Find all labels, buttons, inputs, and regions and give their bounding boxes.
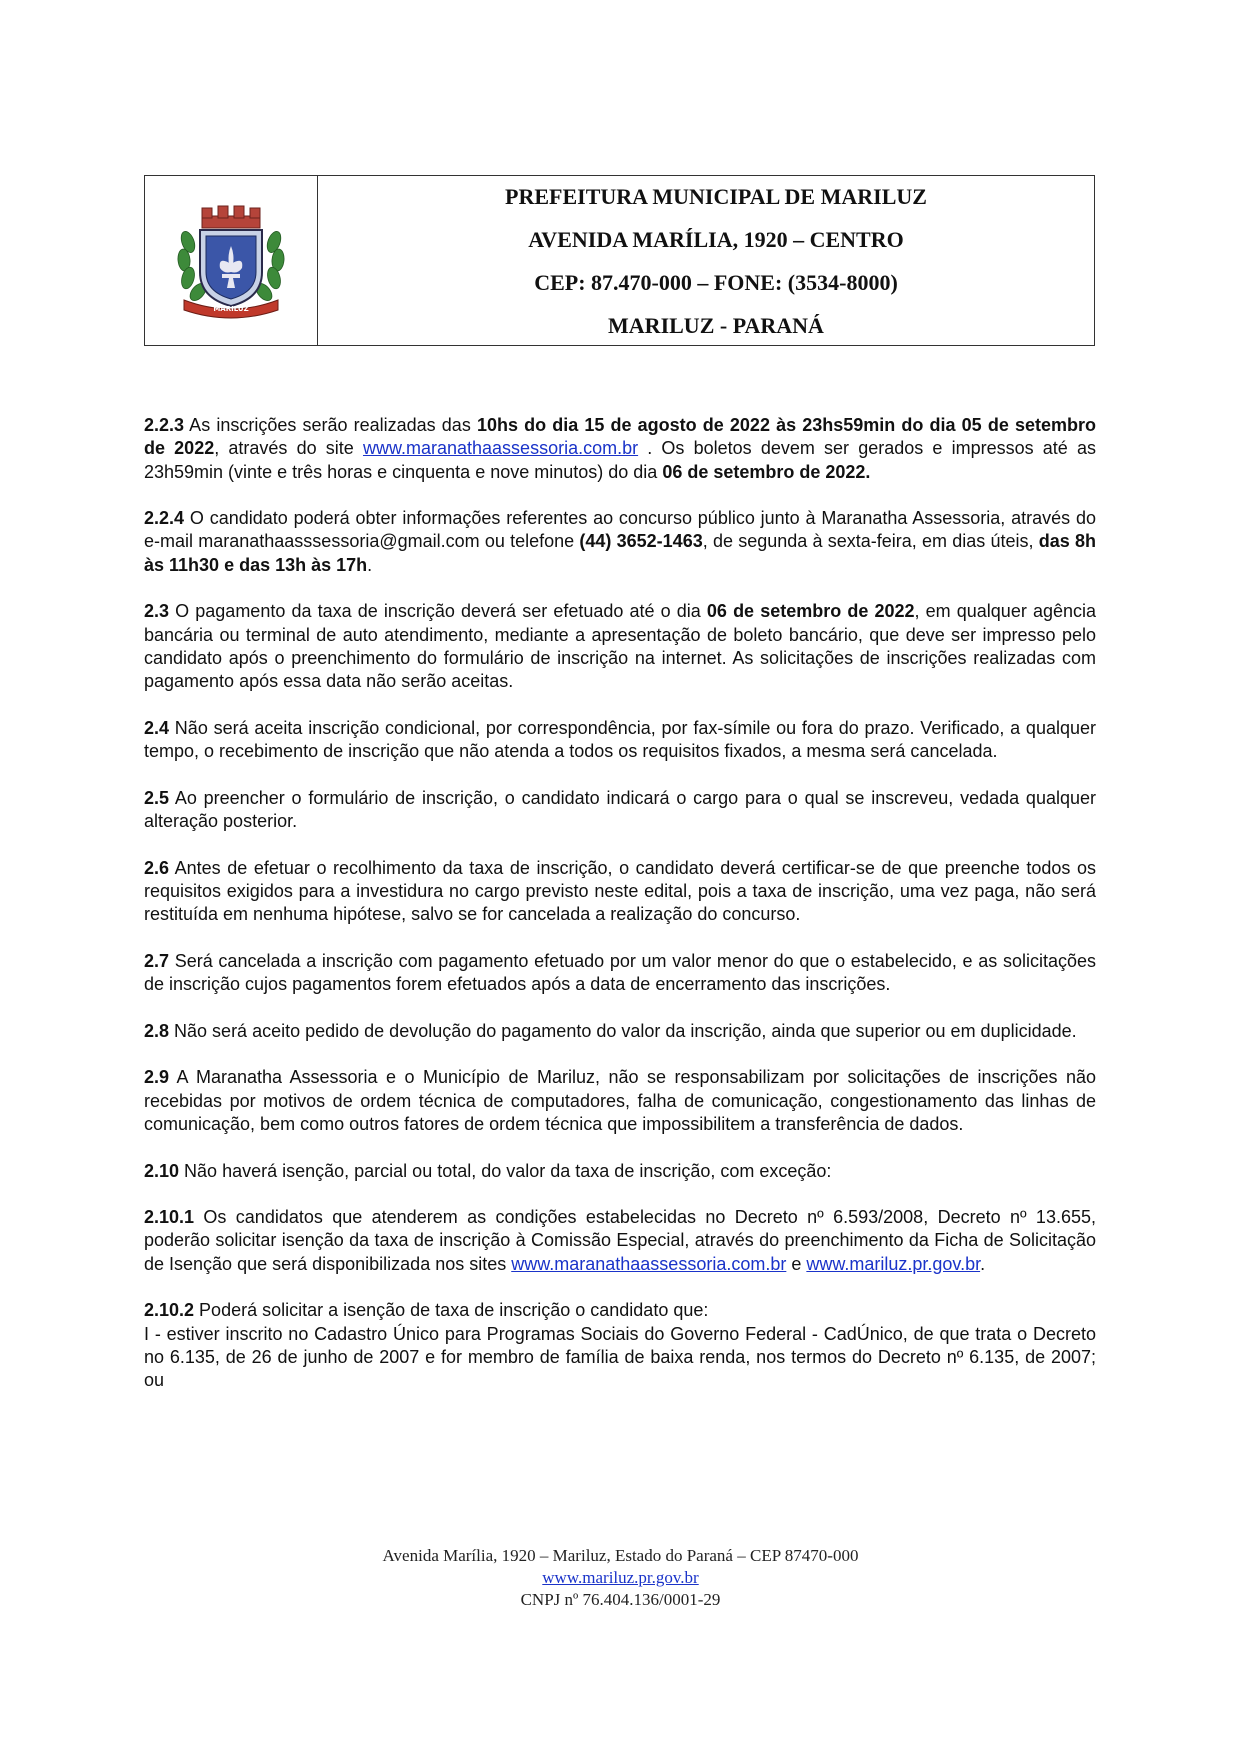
section-number: 2.10.2 <box>144 1300 195 1321</box>
paragraph-2-10-1: 2.10.1 Os candidatos que atenderem as condições estabelecidas no Decreto nº 6.593/2008, Decreto nº 13.655, poderão solicitar isenção da taxa de inscrição à Comissão Especial, através do preenchimento da Ficha de Solicitação de Isenção que será disponibilizada nos sites www.maranathaassessoria.com.br e www.mariluz.pr.gov.br. <box>144 1207 1096 1274</box>
section-number: 2.4 <box>144 717 170 738</box>
section-number: 2.7 <box>144 950 170 971</box>
paragraph-2-9: 2.9 A Maranatha Assessoria e o Município de Mariluz, não se responsabilizam por solicitações de inscrições não recebidas por motivos de ordem técnica de computadores, falha de comunicação, congestionamento das linhas de comunicação, bem como outros fatores de ordem técnica que impossibilitem a transferência de dados. <box>144 1067 1096 1134</box>
svg-text:MARILUZ: MARILUZ <box>213 304 249 313</box>
section-number: 2.9 <box>144 1067 170 1088</box>
footer-website-link[interactable]: www.mariluz.pr.gov.br <box>542 1568 699 1587</box>
document-body <box>144 414 1096 1416</box>
section-number: 2.3 <box>144 601 170 622</box>
paragraph-2-5: 2.5 Ao preencher o formulário de inscrição, o candidato indicará o cargo para o qual se inscreveu, vedada qualquer alteração posterior. <box>144 787 1096 832</box>
section-number: 2.2.3 <box>144 415 185 435</box>
paragraph-2-10-2: 2.10.2 Poderá solicitar a isenção de taxa de inscrição o candidato que: I - estiver inscrito no Cadastro Único para Programas Sociais do Governo Federal - CadÚnico, de que trata o Decreto no 6.135, de 26 de junho de 2007 e for membro de família de baixa renda, nos termos do Decreto nº 6.135, de 2007; ou <box>144 1300 1096 1391</box>
maranatha-site-link[interactable]: www.maranathaassessoria.com.br <box>362 438 639 459</box>
footer-address: Avenida Marília, 1920 – Mariluz, Estado do Paraná – CEP 87470-000 <box>382 1546 859 1565</box>
municipal-coat-of-arms-icon <box>172 202 290 320</box>
prefecture-cep-phone: CEP: 87.470-000 – FONE: (3534-8000) <box>534 269 898 295</box>
paragraph-2-10: 2.10 Não haverá isenção, parcial ou total, do valor da taxa de inscrição, com exceção: <box>144 1160 832 1181</box>
paragraph-2-2-4: 2.2.4 O candidato poderá obter informações referentes ao concurso público junto à Maranatha Assessoria, através do e-mail maranathaasssessoria@gmail.com ou telefone (44) 3652-1463, de segunda à sexta-feira, em dias úteis, das 8h às 11h30 e das 13h às 17h. <box>144 508 1097 575</box>
prefecture-address: AVENIDA MARÍLIA, 1920 – CENTRO <box>528 226 904 252</box>
logo-cell <box>145 176 318 345</box>
paragraph-2-8: 2.8 Não será aceito pedido de devolução do pagamento do valor da inscrição, ainda que superior ou em duplicidade. <box>144 1020 1077 1041</box>
section-number: 2.10 <box>144 1160 180 1181</box>
section-number: 2.6 <box>144 857 170 878</box>
paragraph-2-3: 2.3 O pagamento da taxa de inscrição deverá ser efetuado até o dia 06 de setembro de 2022, em qualquer agência bancária ou terminal de auto atendimento, mediante a apresentação de boleto bancário, que deve ser impresso pelo candidato após o preenchimento do formulário de inscrição na internet. As solicitações de inscrições realizadas com pagamento após essa data não serão aceitas. <box>144 601 1096 692</box>
section-number: 2.5 <box>144 787 170 808</box>
section-number: 2.2.4 <box>144 508 185 529</box>
section-number: 2.8 <box>144 1020 170 1041</box>
letterhead-titles <box>318 176 1094 345</box>
list-item: I - estiver inscrito no Cadastro Único para Programas Sociais do Governo Federal - CadÚnico, de que trata o Decreto no 6.135, de 26 de junho de 2007 e for membro de família de baixa renda, nos termos do Decreto nº 6.135, de 2007; ou <box>144 1323 1096 1391</box>
letterhead <box>144 175 1095 346</box>
maranatha-site-link[interactable]: www.maranathaassessoria.com.br <box>511 1253 787 1274</box>
prefecture-name: PREFEITURA MUNICIPAL DE MARILUZ <box>505 183 927 209</box>
paragraph-2-6: 2.6 Antes de efetuar o recolhimento da taxa de inscrição, o candidato deverá certificar-se de que preenche todos os requisitos exigidos para a investidura no cargo previsto neste edital, pois a taxa de inscrição, uma vez paga, não será restituída em nenhuma hipótese, salvo se for cancelada a realização do concurso. <box>144 857 1096 925</box>
paragraph-2-4: 2.4 Não será aceita inscrição condicional, por correspondência, por fax-símile ou fora do prazo. Verificado, a qualquer tempo, o recebimento de inscrição que não atenda a todos os requisitos fixados, a mesma será cancelada. <box>144 717 1096 762</box>
mariluz-site-link[interactable]: www.mariluz.pr.gov.br <box>806 1253 981 1274</box>
paragraph-2-2-3: 2.2.3 As inscrições serão realizadas das 10hs do dia 15 de agosto de 2022 às 23hs59min do dia 05 de setembro de 2022, através do site www.maranathaassessoria.com.br . Os boletos devem ser gerados e impressos até as 23h59min (vinte e três horas e cinquenta e nove minutos) do dia 06 de setembro de 2022. <box>144 415 1096 482</box>
paragraph-2-7: 2.7 Será cancelada a inscrição com pagamento efetuado por um valor menor do que o estabelecido, e as solicitações de inscrição cujos pagamentos forem efetuados após a data de encerramento das inscrições. <box>144 950 1096 995</box>
page-footer <box>0 1545 1241 1611</box>
section-number: 2.10.1 <box>144 1207 195 1228</box>
prefecture-city-state: MARILUZ - PARANÁ <box>608 312 824 338</box>
footer-cnpj: CNPJ nº 76.404.136/0001-29 <box>520 1590 721 1609</box>
